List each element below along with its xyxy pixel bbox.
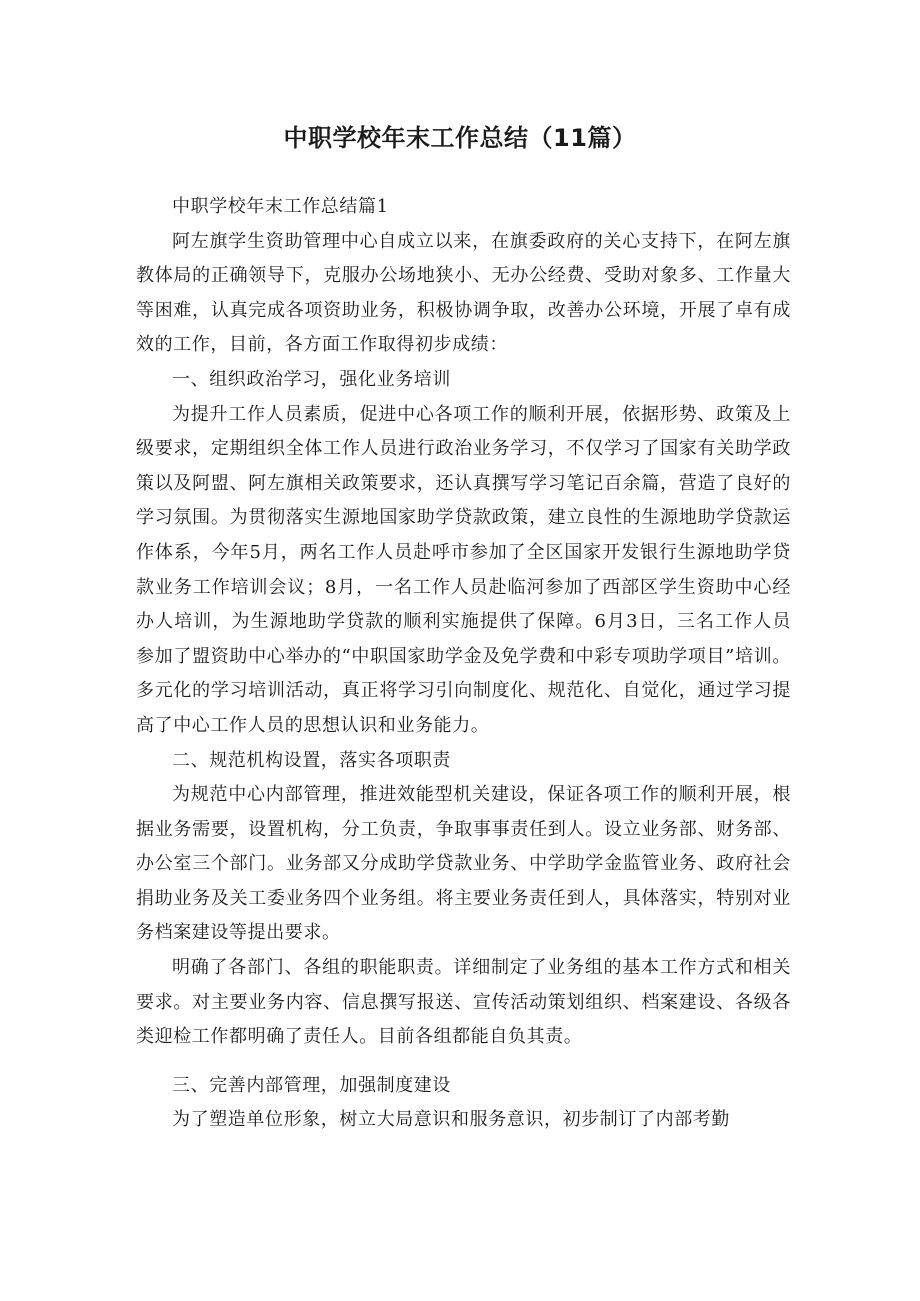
body-paragraph: 为规范中心内部管理，推进效能型机关建设，保证各项工作的顺利开展，根据业务需要，设置机构，分工负责，争取事事责任到人。设立业务部、财务部、办公室三个部门。业务部又分成助学贷款业务、中学助学金监管业务、政府社会捐助业务及关工委业务四个业务组。将主要业务责任到人，具体落实，特别对业务档案建设等提出要求。 bbox=[136, 784, 791, 944]
body-paragraph: 明确了各部门、各组的职能职责。详细制定了业务组的基本工作方式和相关要求。对主要业务内容、信息撰写报送、宣传活动策划组织、档案建设、各级各类迎检工作都明确了责任人。目前各组都能自负其责。 bbox=[136, 957, 791, 1048]
section-heading: 一、组织政治学习，强化业务培训 bbox=[172, 368, 451, 390]
body-paragraph: 为提升工作人员素质，促进中心各项工作的顺利开展，依据形势、政策及上级要求，定期组织全体工作人员进行政治业务学习，不仅学习了国家有关助学政策以及阿盟、阿左旗相关政策要求，还认真撰写学习笔记百余篇，营造了良好的学习氛围。为贯彻落实生源地国家助学贷款政策，建立良性的生源地助学贷款运作体系，今年5月，两名工作人员赴呼市参加了全区国家开发银行生源地助学贷款业务工作培训会议；8月，一名工作人员赴临河参加了西部区学生资助中心经办人培训，为生源地助学贷款的顺利实施提供了保障。6月3日，三名工作人员参加了盟资助中心举办的“中职国家助学金及免学费和中彩专项助学项目”培训。多元化的学习培训活动，真正将学习引向制度化、规范化、自觉化，通过学习提高了中心工作人员的思想认识和业务能力。 bbox=[136, 403, 791, 736]
document-title: 中职学校年末工作总结（11篇） bbox=[283, 124, 637, 152]
body-paragraph: 阿左旗学生资助管理中心自成立以来，在旗委政府的关心支持下，在阿左旗教体局的正确领导下，克服办公场地狭小、无办公经费、受助对象多、工作量大等困难，认真完成各项资助业务，积极协调争取，改善办公环境，开展了卓有成效的工作，目前，各方面工作取得初步成绩： bbox=[136, 230, 791, 356]
section-heading: 三、完善内部管理，加强制度建设 bbox=[172, 1074, 451, 1096]
section-title: 中职学校年末工作总结篇1 bbox=[172, 196, 389, 217]
section-heading: 二、规范机构设置，落实各项职责 bbox=[172, 749, 451, 771]
document-body bbox=[136, 190, 791, 1138]
body-paragraph: 为了塑造单位形象，树立大局意识和服务意识，初步制订了内部考勤 bbox=[172, 1109, 730, 1131]
